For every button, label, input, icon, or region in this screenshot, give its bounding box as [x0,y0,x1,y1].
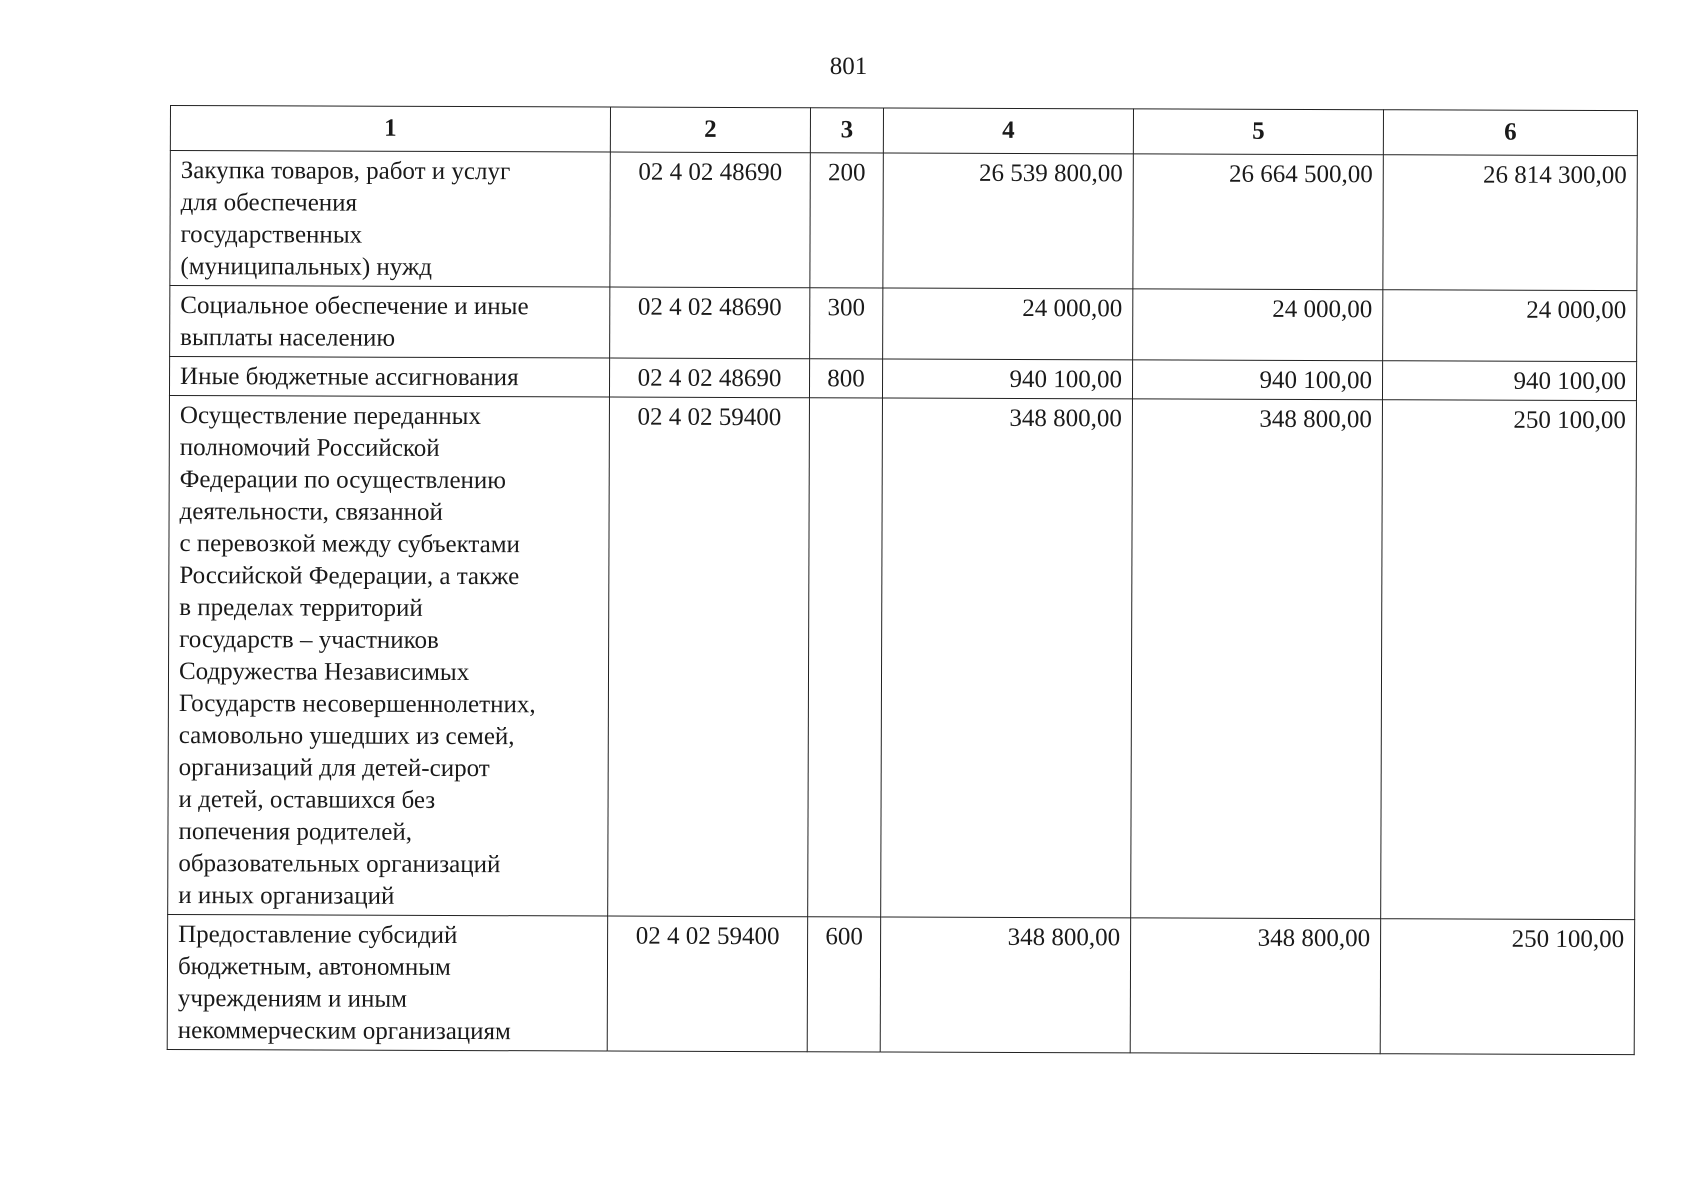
row-name: Осуществление переданных полномочий Российской Федерации по осуществлению деятельности, связанной с перевозкой между субъектами Российской Федерации, а также в пределах территорий государств – участников Содружества Независимых Государств несовершеннолетних, самовольно ушедших из семей, организаций для детей-сирот и детей, оставшихся без попечения родителей, образовательных организаций и иных организаций [168,395,610,916]
row-value-6: 250 100,00 [1381,400,1637,920]
column-header-6: 6 [1383,110,1637,156]
row-value-5: 24 000,00 [1133,289,1383,361]
row-value-4: 348 800,00 [880,917,1130,1053]
table-row [170,286,1637,362]
row-value-4: 348 800,00 [881,398,1133,918]
header-row [170,106,1637,156]
row-code: 02 4 02 59400 [608,397,810,917]
table-row [167,914,1634,1054]
row-expense-type: 200 [810,153,883,288]
row-value-4: 26 539 800,00 [883,153,1133,289]
column-header-3: 3 [810,108,883,153]
table-row [170,151,1637,291]
row-value-5: 940 100,00 [1132,360,1382,400]
row-value-5: 348 800,00 [1130,918,1380,1054]
column-header-4: 4 [883,108,1133,154]
table-row [168,395,1637,919]
row-expense-type: 600 [807,917,880,1052]
row-code: 02 4 02 48690 [609,358,809,398]
row-name: Социальное обеспечение и иные выплаты населению [170,286,610,359]
row-value-6: 250 100,00 [1380,919,1634,1055]
row-code: 02 4 02 48690 [610,152,810,288]
row-code: 02 4 02 59400 [607,916,807,1052]
row-value-6: 24 000,00 [1383,290,1637,362]
row-value-6: 26 814 300,00 [1383,155,1637,291]
row-value-5: 26 664 500,00 [1133,154,1383,290]
column-header-1: 1 [170,106,610,153]
budget-table [167,105,1638,1055]
row-value-4: 24 000,00 [883,288,1133,360]
row-expense-type: 800 [809,359,882,398]
row-value-6: 940 100,00 [1382,361,1636,401]
row-value-5: 348 800,00 [1131,399,1383,919]
row-name: Закупка товаров, работ и услуг для обеспечения государственных (муниципальных) нужд [170,151,610,288]
row-code: 02 4 02 48690 [610,287,810,359]
table-row [169,357,1636,401]
column-header-2: 2 [610,107,810,153]
column-header-5: 5 [1133,109,1383,155]
row-value-4: 940 100,00 [882,359,1132,399]
page-number: 801 [829,53,868,80]
row-name: Иные бюджетные ассигнования [169,357,609,398]
row-expense-type: 300 [810,288,883,359]
row-expense-type [808,398,883,917]
row-name: Предоставление субсидий бюджетным, автономным учреждениям и иным некоммерческим организациям [167,914,607,1051]
